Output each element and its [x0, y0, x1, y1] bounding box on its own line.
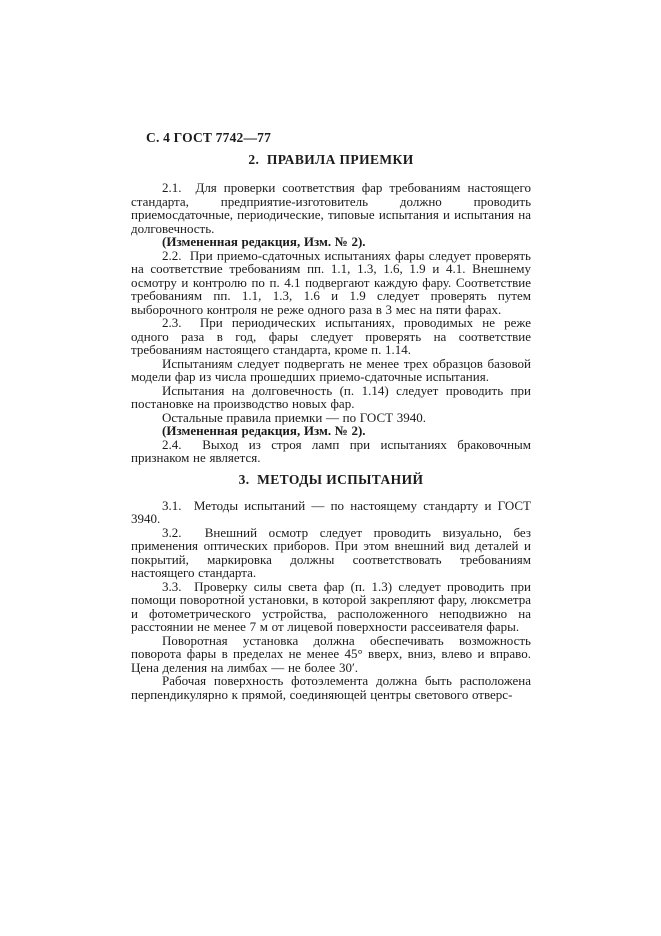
paragraph-2-3-other-rules: Остальные правила приемки — по ГОСТ 3940.	[162, 409, 426, 425]
paragraph-2-4: 2.4. Выход из строя ламп при испытаниях браковочным признаком не является.	[131, 436, 531, 465]
paragraph-3-3-photocell: Рабочая поверхность фотоэлемента должна быть расположена перпендикулярно к прямой, соединяющей центры светового отверс-	[131, 673, 531, 702]
paragraph-amended-note-2: (Измененная редакция, Изм. № 2).	[162, 423, 366, 438]
paragraph-3-3: 3.3. Проверку силы света фар (п. 1.3) следует проводить при помощи поворотной установки, в которой закрепляют фару, люксметра и фотометрического устройства, расположенного неподвижно на расстоянии не менее 7 м от лицевой поверхности рассеивателя фары.	[131, 578, 531, 634]
paragraph-3-2: 3.2. Внешний осмотр следует проводить визуально, без применения оптических приборов. При этом внешний вид деталей и покрытий, маркировка должны соответствовать требованиям настоящего стандарта.	[131, 524, 531, 580]
paragraph-3-3-rotary-unit: Поворотная установка должна обеспечивать возможность поворота фары в пределах не менее 45° вверх, вниз, влево и вправо. Цена деления на лимбах — не более 30′.	[131, 632, 531, 675]
section-heading-test-methods: 3. МЕТОДЫ ИСПЫТАНИЙ	[238, 471, 424, 487]
text-column	[131, 131, 531, 701]
section-heading-acceptance-rules: 2. ПРАВИЛА ПРИЕМКИ	[248, 152, 414, 167]
paragraph-2-2: 2.2. При приемо-сдаточных испытаниях фары следует проверять на соответствие требованиям пп. 1.1, 1.3, 1.6, 1.9 и 4.1. Внешнему осмотру и контролю по п. 4.1 подвергают каждую фару. Соответствие требованиям пп. 1.1, 1.3, 1.6 и 1.9 следует проверять путем выборочного контроля не реже одного раза в 3 мес на пяти фарах.	[131, 247, 531, 317]
paragraph-2-1: 2.1. Для проверки соответствия фар требованиям настоящего стандарта, предприятие-изготовитель должно проводить приемосдаточные, периодические, типовые испытания и испытания на долговечность.	[131, 180, 531, 236]
paragraph-2-3: 2.3. При периодических испытаниях, проводимых не реже одного раза в год, фары следует проверять на соответствие требованиям настоящего стандарта, кроме п. 1.14.	[131, 315, 531, 357]
paragraph-amended-note-1: (Измененная редакция, Изм. № 2).	[162, 234, 366, 249]
running-head: С. 4 ГОСТ 7742—77	[146, 130, 272, 145]
paragraph-2-3-samples: Испытаниям следует подвергать не менее трех образцов базовой модели фар из числа прошедших приемо-сдаточные испытания.	[131, 355, 531, 384]
paragraph-2-3-durability: Испытания на долговечность (п. 1.14) следует проводить при постановке на производство новых фар.	[131, 382, 531, 411]
paragraph-3-1: 3.1. Методы испытаний — по настоящему стандарту и ГОСТ 3940.	[131, 497, 531, 526]
